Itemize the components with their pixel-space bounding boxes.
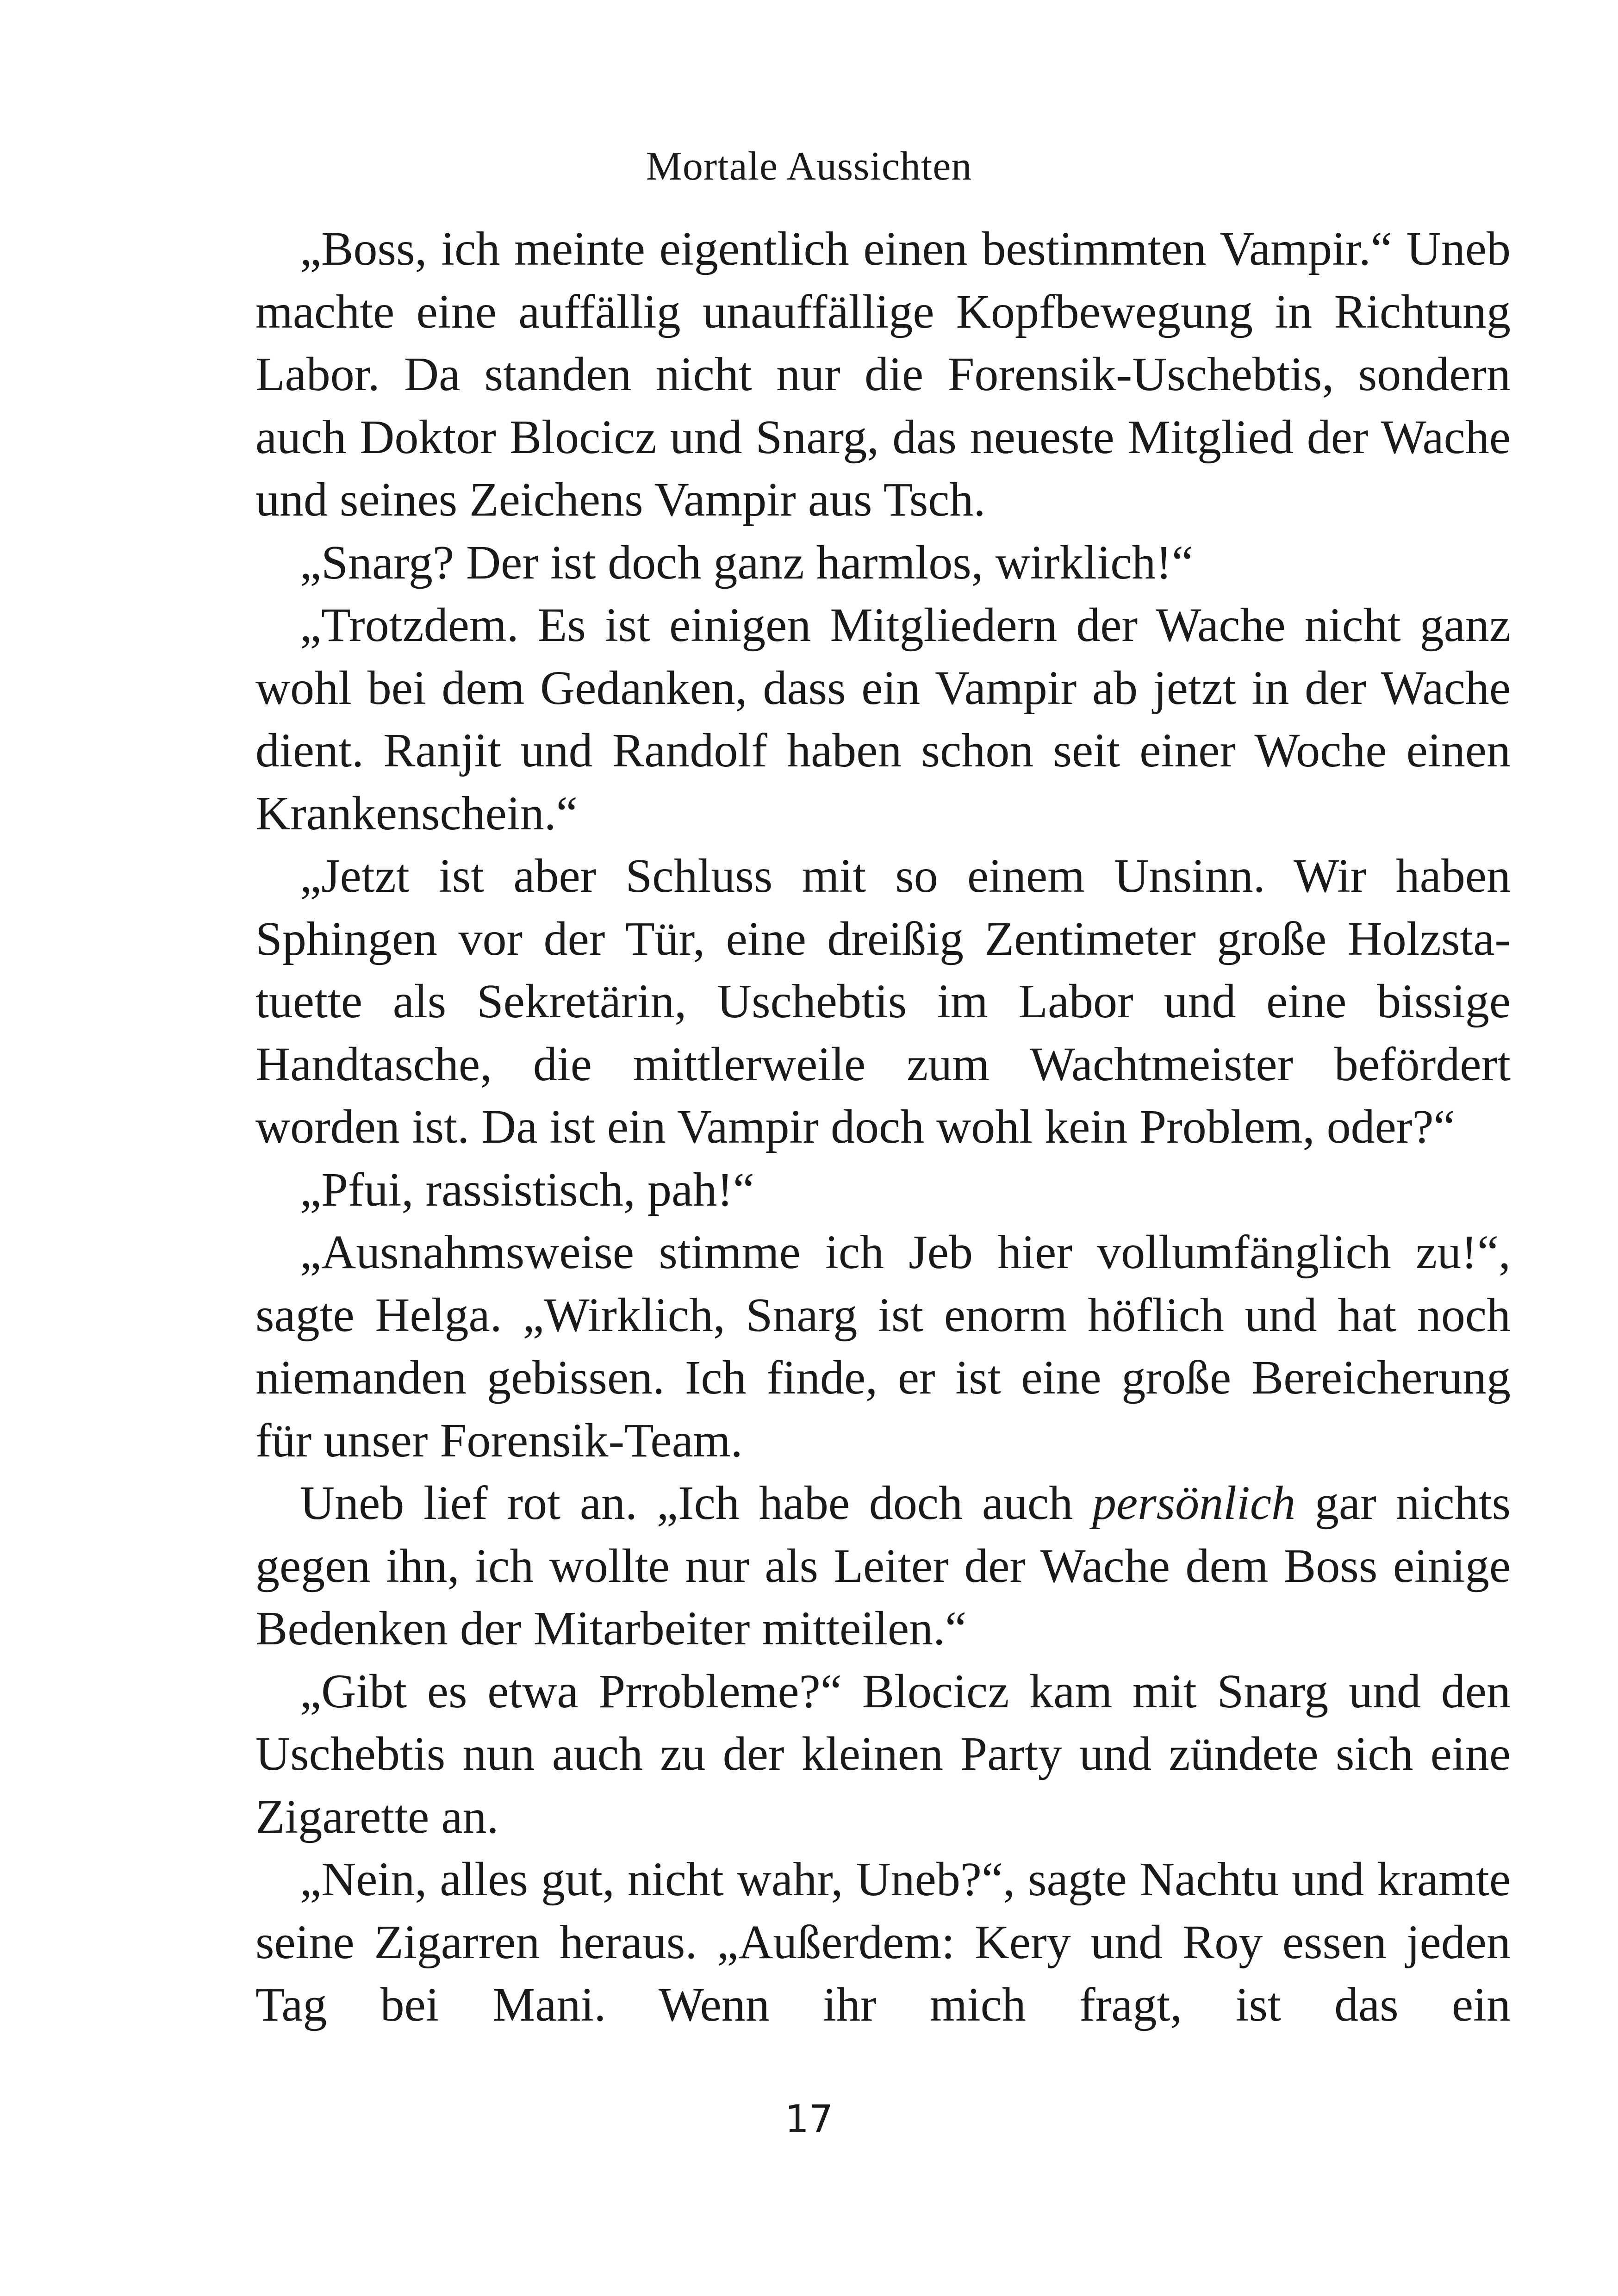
body-text <box>255 218 1511 2036</box>
paragraph: „Ausnahmsweise stimme ich Jeb hier vollumfänglich zu!“, sagte Helga. „Wirklich, Snarg ist enorm höflich und hat noch niemanden gebissen. Ich finde, er ist eine große Bereicherung für unser Forensik-Team. <box>255 1226 1511 1467</box>
paragraph: „Nein, alles gut, nicht wahr, Uneb?“, sagte Nachtu und kramte seine Zigarren heraus. „Außerdem: Kery und Roy essen jeden Tag bei Mani. Wenn ihr mich fragt, ist das ein <box>255 1853 1511 2031</box>
paragraph: „Snarg? Der ist doch ganz harmlos, wirklich!“ <box>300 535 1194 589</box>
paragraph: „Gibt es etwa Prrobleme?“ Blocicz kam mit Snarg und den Uschebtis nun auch zu der kleinen Party und zündete sich eine Zigarette an. <box>255 1664 1511 1843</box>
emphasized-word: persönlich <box>1092 1476 1296 1530</box>
paragraph: „Pfui, rassistisch, pah!“ <box>300 1163 755 1216</box>
paragraph: „Boss, ich meinte eigentlich einen bestimmten Vampir.“ Uneb machte eine auffällig unauffällige Kopfbewegung in Richtung Labor. Da standen nicht nur die Forensik-Uschebtis, sondern auch Doktor Blocicz und Snarg, das neueste Mitglied der Wache und seines Zeichens Vampir aus Tsch. <box>255 222 1511 526</box>
paragraph <box>255 1472 1511 1660</box>
running-header: Mortale Aussichten <box>646 144 972 189</box>
page-number: 17 <box>784 2097 834 2141</box>
paragraph: „Jetzt ist aber Schluss mit so einem Unsinn. Wir haben Sphingen vor der Tür, eine dreißig Zentimeter große Holzstatuette als Sekretärin, Uschebtis im Labor und eine bissige Handtasche, die mittlerweile zum Wachtmeister befördert worden ist. Da ist ein Vampir doch wohl kein Problem, oder?“ <box>255 849 1511 1153</box>
paragraph: „Trotzdem. Es ist einigen Mitgliedern der Wache nicht ganz wohl bei dem Gedanken, dass ein Vampir ab jetzt in der Wache dient. Ranjit und Randolf haben schon seit einer Woche einen Krankenschein.“ <box>255 598 1511 840</box>
paragraph-text-after: gar nichts gegen ihn, ich wollte nur als Leiter der Wache dem Boss einige Bedenken der Mitarbeiter mitteilen.“ <box>255 1476 1511 1655</box>
paragraph-text-before: Uneb lief rot an. „Ich habe doch auch <box>300 1476 1093 1530</box>
